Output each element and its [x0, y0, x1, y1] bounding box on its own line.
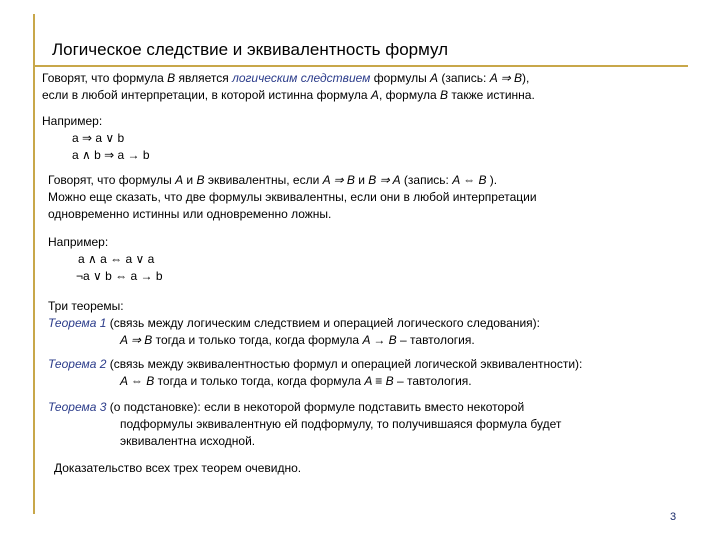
- example-consequence: [42, 113, 150, 164]
- example-label: Например:: [48, 235, 109, 249]
- notation: B ⇒ A: [368, 173, 401, 187]
- text: ),: [521, 71, 530, 85]
- example-line: a ∧ a ⇔ a ∨ a: [78, 252, 155, 266]
- notation: A ⇔ B: [120, 374, 155, 388]
- notation: A ⇒ B: [120, 333, 153, 347]
- text: , формула: [378, 88, 440, 102]
- formula-a: A: [175, 173, 184, 187]
- notation: A ⇒ B: [489, 71, 522, 85]
- text: (связь между эквивалентностью формул и операцией логической эквивалентности):: [106, 357, 583, 371]
- theorem-2: [48, 356, 582, 390]
- formula-a: A: [370, 88, 379, 102]
- text: и: [183, 173, 197, 187]
- text: эквивалентна исходной.: [120, 434, 256, 448]
- theorem-label: Теорема 3: [48, 400, 107, 414]
- text: Можно еще сказать, что две формулы эквивалентны, если они в любой интерпретации: [48, 190, 537, 204]
- text: (запись:: [400, 173, 453, 187]
- theorem-3: [48, 399, 561, 450]
- text: Говорят, что формула: [42, 71, 168, 85]
- theorem-1: [48, 315, 540, 349]
- text: формулы: [370, 71, 431, 85]
- text: (запись:: [438, 71, 490, 85]
- text: тогда и только тогда, когда формула: [152, 333, 363, 347]
- notation: A ≡ B: [364, 374, 394, 388]
- left-accent-line: [33, 14, 35, 514]
- text: одновременно истинны или одновременно ложны.: [48, 207, 332, 221]
- definition-equivalence: [48, 172, 537, 223]
- example-equivalence: [48, 234, 163, 285]
- text: – тавтология.: [393, 374, 472, 388]
- notation: A → B: [362, 333, 397, 347]
- text: – тавтология.: [396, 333, 475, 347]
- title-underline: [33, 65, 688, 67]
- text: и: [354, 173, 369, 187]
- theorem-label: Теорема 1: [48, 316, 107, 330]
- page-title: Логическое следствие и эквивалентность формул: [52, 40, 449, 59]
- term-logical-consequence: логическим следствием: [232, 71, 371, 85]
- formula-b: B: [167, 71, 176, 85]
- text: (о подстановке): если в некоторой формуле подставить вместо некоторой: [106, 400, 525, 414]
- text: если в любой интерпретации, в которой истинна формула: [42, 88, 371, 102]
- proof-note: Доказательство всех трех теорем очевидно.: [54, 461, 302, 475]
- notation: A ⇒ B: [322, 173, 355, 187]
- formula-b: B: [196, 173, 205, 187]
- formula-a: A: [430, 71, 439, 85]
- theorem-label: Теорема 2: [48, 357, 107, 371]
- notation: A ⇔ B: [452, 173, 487, 187]
- formula-b: B: [439, 88, 448, 102]
- text: эквивалентны, если: [204, 173, 323, 187]
- text: (связь между логическим следствием и операцией логического следования):: [106, 316, 540, 330]
- text: Говорят, что формулы: [48, 173, 176, 187]
- definition-consequence: [42, 70, 535, 104]
- example-line: ¬a ∨ b ⇔ a → b: [76, 269, 163, 283]
- example-label: Например:: [42, 114, 103, 128]
- theorems-intro: Три теоремы:: [48, 299, 124, 313]
- text: ).: [486, 173, 498, 187]
- text: подформулы эквивалентную ей подформулу, то получившаяся формула будет: [120, 417, 562, 431]
- example-line: a ∧ b ⇒ a → b: [72, 148, 150, 162]
- text: является: [175, 71, 233, 85]
- text: тогда и только тогда, когда формула: [154, 374, 365, 388]
- example-line: a ⇒ a ∨ b: [72, 131, 125, 145]
- text: также истинна.: [447, 88, 535, 102]
- page-number: 3: [670, 511, 677, 523]
